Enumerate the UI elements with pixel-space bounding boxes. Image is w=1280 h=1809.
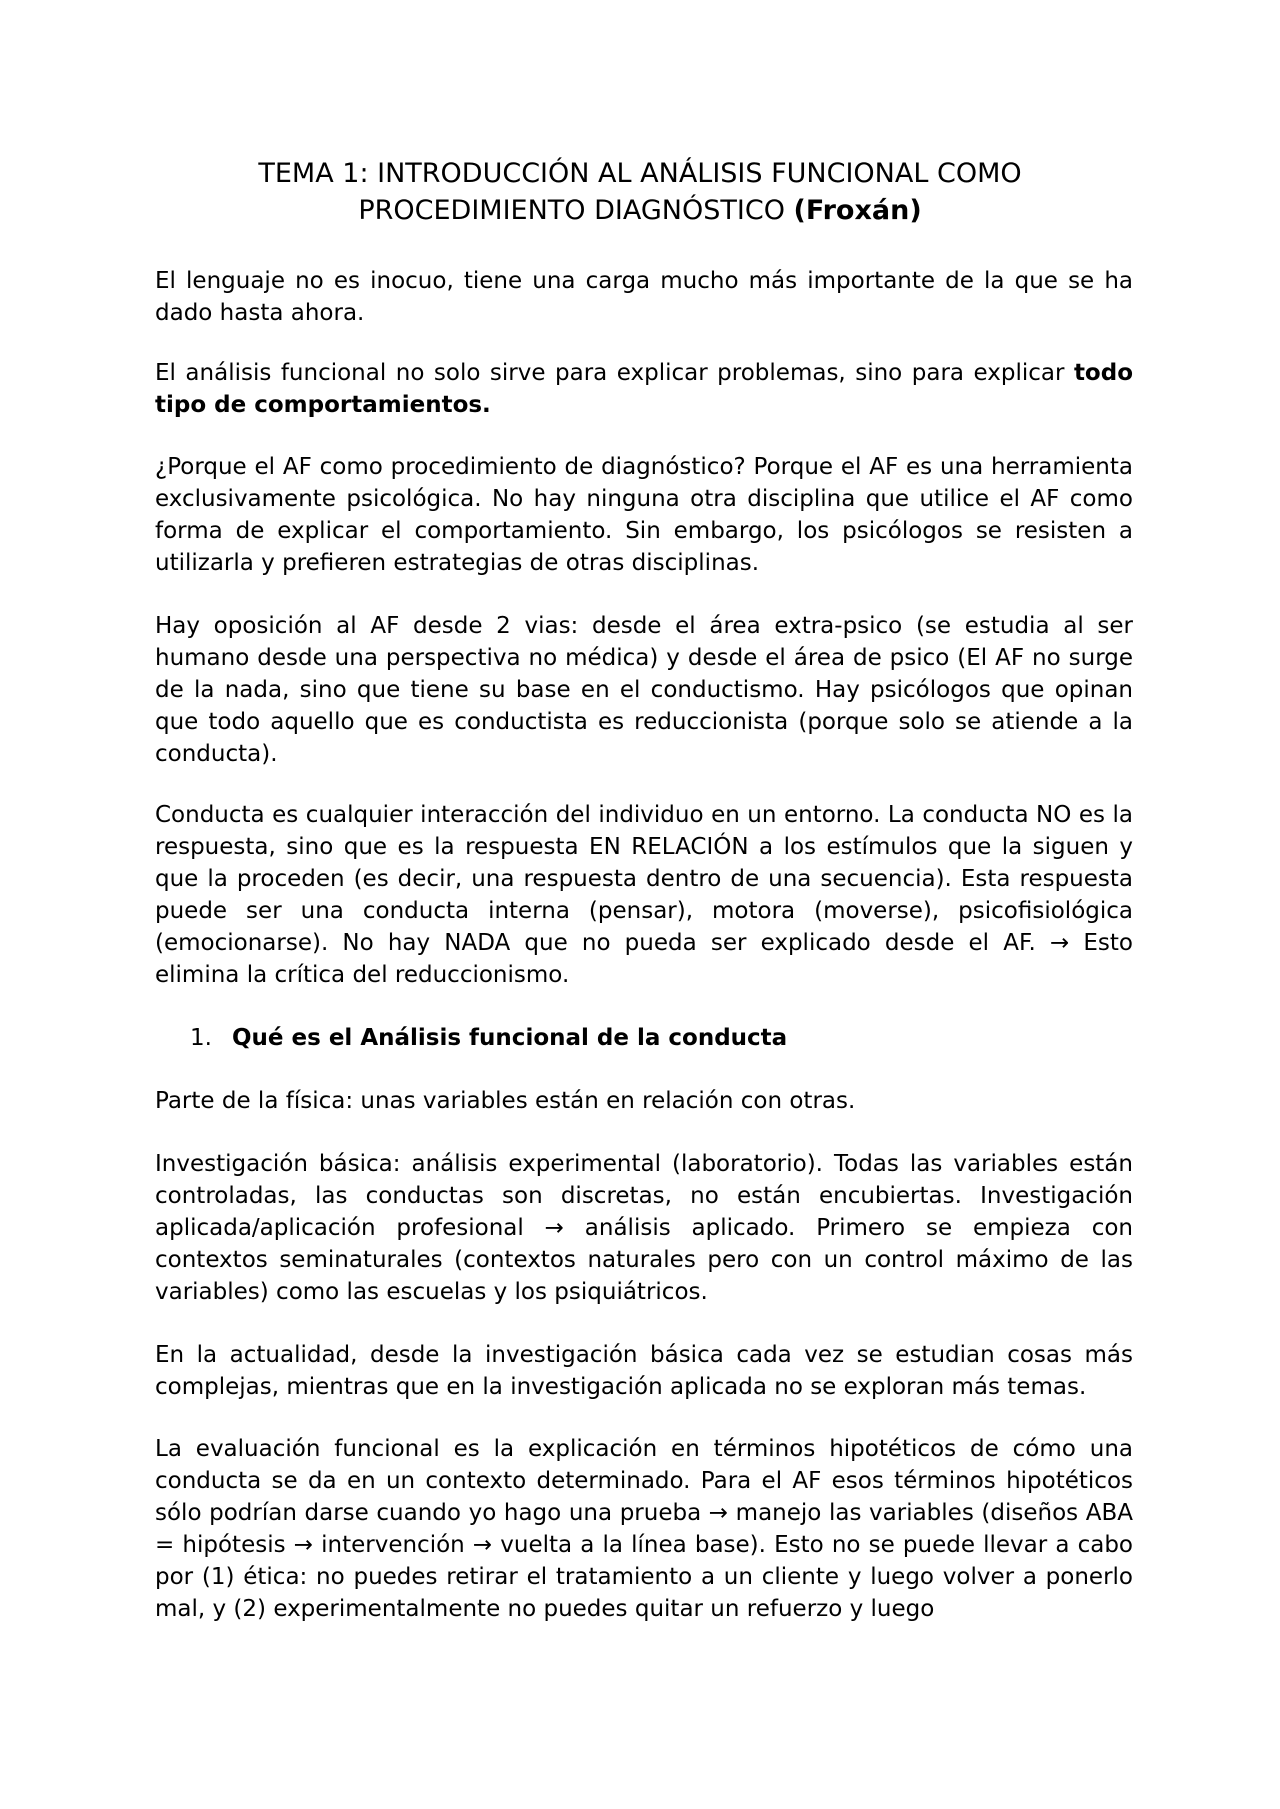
paragraph-2-text: El análisis funcional no solo sirve para explicar problemas, sino para explicar — [155, 360, 1074, 386]
paragraph-9: La evaluación funcional es la explicación en términos hipotéticos de cómo una conducta se da en un contexto determinado. Para el AF esos términos hipotéticos sólo podrían darse cuando yo hago una prueba → manejo las variables (diseños ABA = hipótesis → intervención → vuelta a la línea base). Esto no se puede llevar a cabo por (1) ética: no puedes retirar el tratamiento a un cliente y luego volver a ponerlo mal, y (2) experimentalmente no puedes quitar un refuerzo y luego — [155, 1436, 1133, 1622]
paragraph-5: Conducta es cualquier interacción del individuo en un entorno. La conducta NO es la respuesta, sino que es la respuesta EN RELACIÓN a los estímulos que la siguen y que la proceden (es decir, una respuesta dentro de una secuencia). Esta respuesta puede ser una conducta interna (pensar), motora (moverse), psicofisiológica (emocionarse). No hay NADA que no pueda ser explicado desde el AF. → Esto elimina la crítica del reduccionismo. — [155, 802, 1133, 988]
paragraph-1: El lenguaje no es inocuo, tiene una carga mucho más importante de la que se ha dado hasta ahora. — [155, 268, 1133, 326]
paragraph-3: ¿Porque el AF como procedimiento de diagnóstico? Porque el AF es una herramienta exclusivamente psicológica. No hay ninguna otra disciplina que utilice el AF como forma de explicar el comportamiento. Sin embargo, los psicólogos se resisten a utilizarla y prefieren estrategias de otras disciplinas. — [155, 454, 1133, 576]
section-heading-1 — [190, 1022, 1090, 1054]
paragraph-4: Hay oposición al AF desde 2 vias: desde el área extra-psico (se estudia al ser humano desde una perspectiva no médica) y desde el área de psico (El AF no surge de la nada, sino que tiene su base en el conductismo. Hay psicólogos que opinan que todo aquello que es conductista es reduccionista (porque solo se atiende a la conducta). — [155, 613, 1133, 767]
section-number: 1. — [190, 1025, 212, 1051]
paragraph-6: Parte de la física: unas variables están en relación con otras. — [155, 1088, 856, 1114]
section-title: Qué es el Análisis funcional de la conducta — [232, 1025, 788, 1051]
title-line-1: TEMA 1: INTRODUCCIÓN AL ANÁLISIS FUNCIONAL COMO — [258, 158, 1022, 189]
paragraph-2-emphasis: todo tipo de comportamientos. — [155, 360, 1133, 418]
title-author: (Froxán) — [793, 195, 922, 226]
paragraph-2 — [155, 357, 1133, 421]
paragraph-7: Investigación básica: análisis experimental (laboratorio). Todas las variables están controladas, las conductas son discretas, no están encubiertas. Investigación aplicada/aplicación profesional → análisis aplicado. Primero se empieza con contextos seminaturales (contextos naturales pero con un control máximo de las variables) como las escuelas y los psiquiátricos. — [155, 1151, 1133, 1305]
document-title — [155, 155, 1125, 229]
paragraph-8: En la actualidad, desde la investigación básica cada vez se estudian cosas más complejas, mientras que en la investigación aplicada no se exploran más temas. — [155, 1342, 1133, 1400]
title-line-2: PROCEDIMIENTO DIAGNÓSTICO — [358, 195, 794, 226]
